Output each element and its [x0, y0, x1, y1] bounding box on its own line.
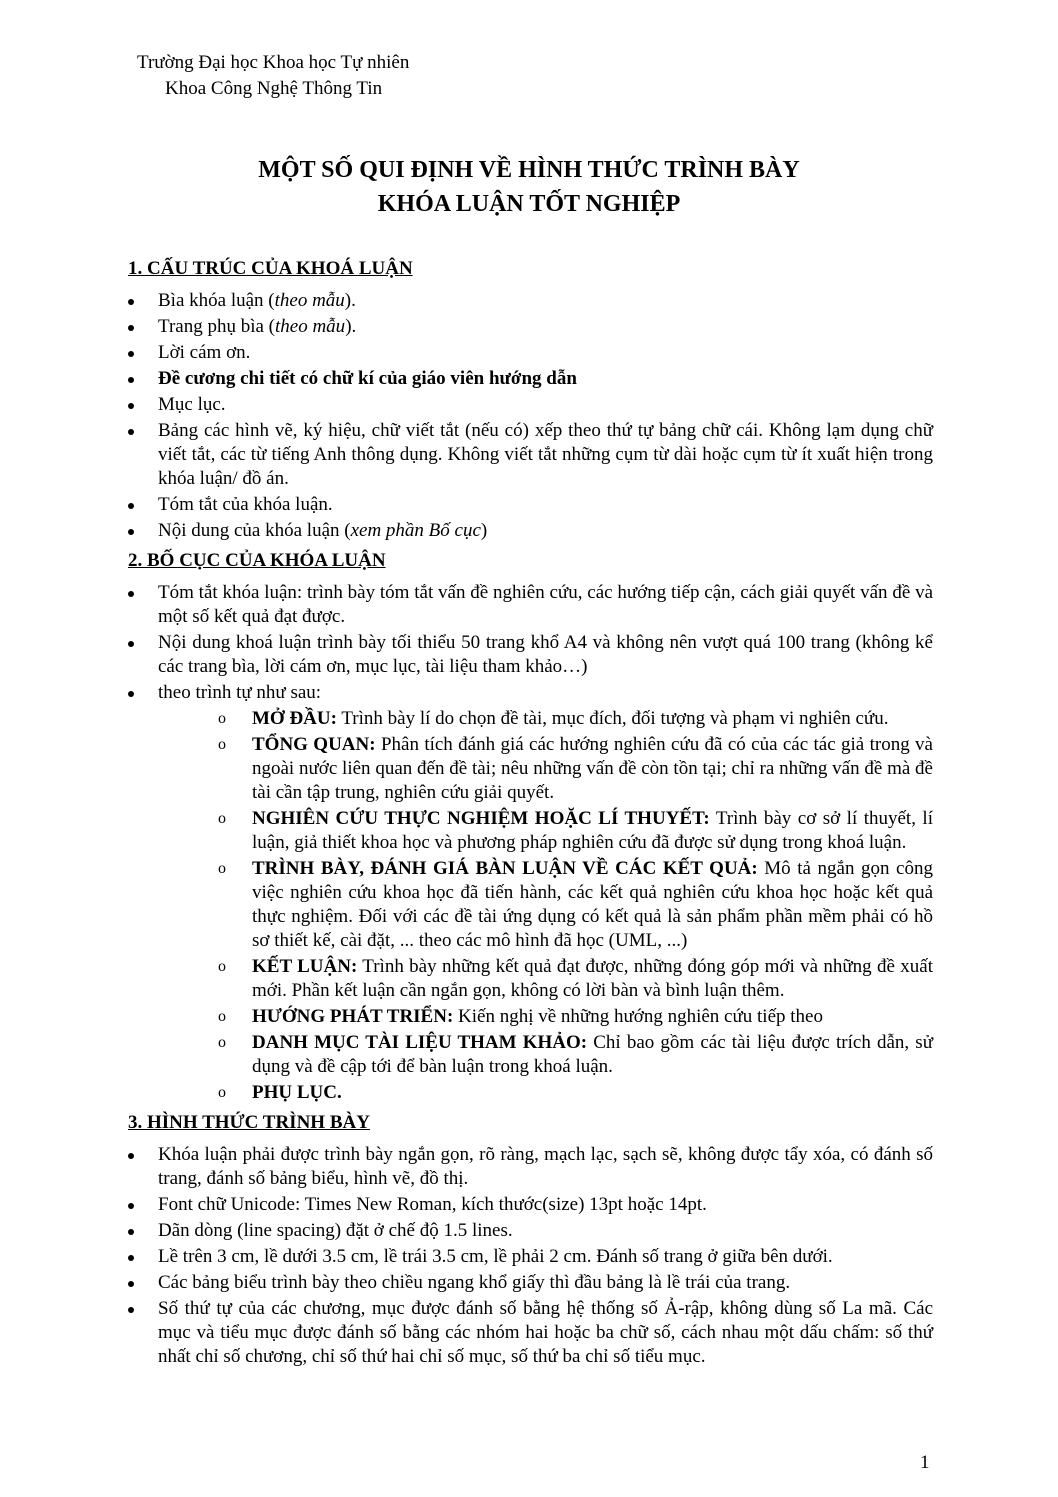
sub-text: Trình bày lí do chọn đề tài, mục đích, đối tượng và phạm vi nghiên cứu. — [336, 708, 889, 729]
list-item — [128, 315, 933, 339]
sub-label: HƯỚNG PHÁT TRIỂN: — [252, 1006, 454, 1027]
sub-text: Chỉ bao gồm các tài liệu được trích dẫn, sử dụng và đề cập tới để bàn luận trong khoá luận. — [252, 1032, 933, 1077]
item-text: Font chữ Unicode: Times New Roman, kích thước(size) 13pt hoặc 14pt. — [158, 1194, 707, 1215]
sub-label: KẾT LUẬN: — [252, 956, 358, 977]
bullet-icon — [128, 691, 134, 697]
circle-bullet-icon: o — [218, 1034, 226, 1051]
list-item — [128, 681, 933, 1105]
bullet-icon — [128, 529, 134, 535]
sub-label: TỔNG QUAN: — [252, 734, 376, 755]
list-item — [128, 393, 933, 417]
list-item — [128, 341, 933, 365]
bullet-icon — [128, 503, 134, 509]
circle-bullet-icon: o — [218, 958, 226, 975]
list-item — [128, 1219, 933, 1243]
list-item — [128, 1193, 933, 1217]
sublist-item — [188, 707, 933, 731]
item-bold-text: Đề cương chi tiết có chữ kí của giáo viên hướng dẫn — [158, 368, 577, 389]
section-3-heading: 3. HÌNH THỨC TRÌNH BÀY — [128, 1112, 370, 1133]
institution-header — [137, 50, 409, 102]
bullet-icon — [128, 377, 134, 383]
sublist-item — [188, 1081, 933, 1105]
circle-bullet-icon: o — [218, 736, 226, 753]
document-title — [0, 153, 1058, 221]
list-item — [128, 419, 933, 491]
bullet-icon — [128, 1203, 134, 1209]
list-item — [128, 1143, 933, 1191]
bullet-icon — [128, 299, 134, 305]
sub-label: PHỤ LỤC. — [252, 1082, 342, 1103]
item-text-end: ). — [345, 316, 357, 337]
item-text: Bảng các hình vẽ, ký hiệu, chữ viết tắt (nếu có) xếp theo thứ tự bảng chữ cái. Không lạm dụng chữ viết tắt, các từ tiếng Anh thông dụng. Không viết tắt những cụm từ dài hoặc cụm từ ít xuất hiện trong khóa luận/ đồ án. — [158, 420, 933, 489]
structure-sublist — [158, 707, 933, 1105]
list-item — [128, 367, 933, 391]
bullet-icon — [128, 1255, 134, 1261]
item-italic: theo mẫu — [275, 316, 346, 337]
sublist-item — [188, 733, 933, 805]
bullet-icon — [128, 1307, 134, 1313]
section-2-heading: 2. BỐ CỤC CỦA KHÓA LUẬN — [128, 550, 386, 571]
sublist-item — [188, 1031, 933, 1079]
item-text: Các bảng biểu trình bày theo chiều ngang khổ giấy thì đầu bảng là lề trái của trang. — [158, 1272, 791, 1293]
item-italic: theo mẫu — [274, 290, 345, 311]
item-text: Lời cám ơn. — [158, 342, 251, 363]
item-text: Tóm tắt khóa luận: trình bày tóm tắt vấn đề nghiên cứu, các hướng tiếp cận, cách giải quyết vấn đề và một số kết quả đạt được. — [158, 582, 933, 627]
section-1-heading: 1. CẤU TRÚC CỦA KHOÁ LUẬN — [128, 258, 413, 279]
section-3-list — [128, 1143, 933, 1369]
bullet-icon — [128, 325, 134, 331]
item-text: Số thứ tự của các chương, mục được đánh số bằng hệ thống số Ả-rập, không dùng số La mã. Các mục và tiểu mục được đánh số bằng các nhóm hai hoặc ba chữ số, cách nhau một dấu chấm: số thứ nhất chỉ số chương, chỉ số thứ hai chỉ số mục, số thứ ba chỉ số tiểu mục. — [158, 1298, 933, 1367]
sublist-item — [188, 955, 933, 1003]
bullet-icon — [128, 351, 134, 357]
circle-bullet-icon: o — [218, 1084, 226, 1101]
bullet-icon — [128, 1281, 134, 1287]
item-text: Nội dung khoá luận trình bày tối thiểu 50 trang khổ A4 và không nên vượt quá 100 trang (không kể các trang bìa, lời cám ơn, mục lục, tài liệu tham khảo…) — [158, 632, 933, 677]
sublist-item — [188, 857, 933, 953]
bullet-icon — [128, 1229, 134, 1235]
document-body — [128, 255, 933, 1373]
bullet-icon — [128, 591, 134, 597]
page-number: 1 — [920, 1452, 930, 1473]
circle-bullet-icon: o — [218, 810, 226, 827]
item-text-end: ). — [344, 290, 356, 311]
list-item — [128, 631, 933, 679]
university-name: Trường Đại học Khoa học Tự nhiên — [137, 52, 410, 73]
bullet-icon — [128, 1153, 134, 1159]
section-2-list — [128, 581, 933, 1105]
title-line-2: KHÓA LUẬN TỐT NGHIỆP — [377, 191, 681, 217]
circle-bullet-icon: o — [218, 710, 226, 727]
sub-text: Trình bày cơ sở lí thuyết, lí luận, giả thiết khoa học và phương pháp nghiên cứu đã được sử dụng trong khoá luận. — [252, 808, 933, 853]
sub-text: Phân tích đánh giá các hướng nghiên cứu đã có của các tác giả trong và ngoài nước liên quan đến đề tài; nêu những vấn đề còn tồn tại; chỉ ra những vấn đề mà đề tài cần tập trung, nghiên cứu giải quyết. — [252, 734, 933, 803]
circle-bullet-icon: o — [218, 860, 226, 877]
bullet-icon — [128, 429, 134, 435]
item-text: Trang phụ bìa ( — [158, 316, 275, 337]
faculty-name: Khoa Công Nghệ Thông Tin — [165, 78, 383, 99]
item-text: Dãn dòng (line spacing) đặt ở chế độ 1.5 lines. — [158, 1220, 513, 1241]
item-italic: xem phần Bố cục — [350, 520, 481, 541]
list-item — [128, 1297, 933, 1369]
sub-label: DANH MỤC TÀI LIỆU THAM KHẢO: — [252, 1032, 588, 1053]
sub-text: Kiến nghị về những hướng nghiên cứu tiếp theo — [453, 1006, 823, 1027]
item-text: Khóa luận phải được trình bày ngắn gọn, rõ ràng, mạch lạc, sạch sẽ, không được tẩy xóa, có đánh số trang, đánh số bảng biểu, hình vẽ, đồ thị. — [158, 1144, 933, 1189]
circle-bullet-icon: o — [218, 1008, 226, 1025]
item-text: theo trình tự như sau: — [158, 682, 322, 703]
title-line-1: MỘT SỐ QUI ĐỊNH VỀ HÌNH THỨC TRÌNH BÀY — [258, 157, 800, 183]
item-text: Lề trên 3 cm, lề dưới 3.5 cm, lề trái 3.5 cm, lề phải 2 cm. Đánh số trang ở giữa bên dưới. — [158, 1246, 833, 1267]
bullet-icon — [128, 641, 134, 647]
list-item — [128, 289, 933, 313]
list-item — [128, 1271, 933, 1295]
list-item — [128, 1245, 933, 1269]
item-text: Bìa khóa luận ( — [158, 290, 275, 311]
list-item — [128, 519, 933, 543]
item-text-end: ) — [480, 520, 488, 541]
sublist-item — [188, 807, 933, 855]
item-text: Nội dung của khóa luận ( — [158, 520, 351, 541]
sub-text: Trình bày những kết quả đạt được, những đóng góp mới và những đề xuất mới. Phần kết luận cần ngắn gọn, không có lời bàn và bình luận thêm. — [252, 956, 933, 1001]
sub-text: Mô tả ngắn gọn công việc nghiên cứu khoa học đã tiến hành, các kết quả nghiên cứu khoa học hoặc kết quả thực nghiệm. Đối với các đề tài ứng dụng có kết quả là sản phẩm phần mềm phải có hồ sơ thiết kế, cài đặt, ... theo các mô hình đã học (UML, ...) — [252, 858, 933, 951]
sub-label: NGHIÊN CỨU THỰC NGHIỆM HOẶC LÍ THUYẾT: — [252, 808, 710, 829]
section-1-list — [128, 289, 933, 543]
item-text: Tóm tắt của khóa luận. — [158, 494, 333, 515]
item-text: Mục lục. — [158, 394, 226, 415]
sublist-item — [188, 1005, 933, 1029]
bullet-icon — [128, 403, 134, 409]
sub-label: TRÌNH BÀY, ĐÁNH GIÁ BÀN LUẬN VỀ CÁC KẾT QUẢ: — [252, 858, 758, 879]
list-item — [128, 493, 933, 517]
sub-label: MỞ ĐẦU: — [252, 708, 337, 729]
list-item — [128, 581, 933, 629]
